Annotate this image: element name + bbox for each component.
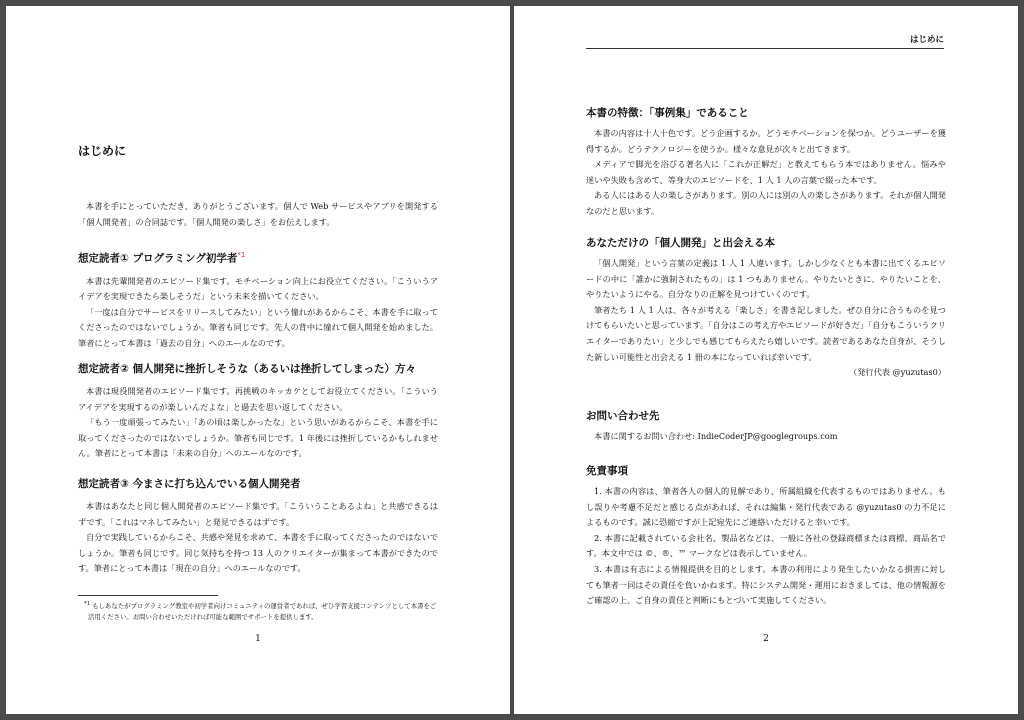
section-reader-3 [78, 477, 438, 577]
disclaimer-list [586, 484, 946, 609]
running-header: はじめに [586, 33, 944, 49]
paragraph: 本書の内容は十人十色です。どう企画するか。どうモチベーションを保つか。どうユーザーを獲得するか。どうテクノロジーを使うか。様々な意見が次々と出てきます。 [586, 128, 946, 154]
paragraph: 「個人開発」という言葉の定義は 1 人 1 人違います。しかし少なくとも本書に出てくるエピソードの中に「誰かに強制されたもの」は 1 つもありません。やりたいときに、やりたいことを、やりたいようにやる。自分なりの正解を見つけていくのです。 [586, 258, 946, 300]
section-heading: お問い合わせ先 [586, 410, 660, 422]
paragraph: 本書はあなたと同じ個人開発者のエピソード集です。「こういうことあるよね」と共感できるはずです。「これはマネしてみたい」と発見できるはずです。 [78, 501, 438, 527]
section-heading: 想定読者② 個人開発に挫折しそうな（あるいは挫折してしまった）方々 [78, 363, 417, 375]
signature: （発行代表 @yuzutas0） [849, 367, 946, 378]
page-number: 1 [255, 634, 261, 644]
section-heading: 想定読者③ 今まさに打ち込んでいる個人開発者 [78, 478, 301, 490]
paragraph: ある人にはある人の楽しさがあります。別の人には別の人の楽しさがあります。それが個人開発なのだと思います。 [586, 190, 946, 216]
footnote [78, 599, 438, 623]
section-heading: あなただけの「個人開発」と出会える本 [586, 237, 775, 249]
disclaimer-item: 1. 本書の内容は、筆者各人の個人的見解であり、所属組織を代表するものではありません。もし誤りや考慮不足だと感じる点があれば、それは編集・発行代表である @yuzutas0 の力不足によるものです。誠に恐縮ですが上記宛先にご連絡いただけると幸いです。 [586, 486, 946, 528]
footnote-divider [78, 595, 218, 596]
section-heading: 免責事項 [586, 465, 628, 477]
section-features [586, 106, 946, 220]
paragraph: 「もう一度頑張ってみたい」「あの頃は楽しかったな」という思いがあるからこそ、本書を手に取ってくださったのではないでしょうか。筆者も同じです。1 年後には挫折しているかもしれません。筆者にとって本書は「未来の自分」へのエールなのです。 [78, 417, 438, 459]
intro-paragraph: 本書を手にとっていただき、ありがとうございます。個人で Web サービスやアプリを開発する「個人開発者」の合同誌です。「個人開発の楽しさ」をお伝えします。 [78, 201, 438, 227]
paragraph: 本書は先輩開発者のエピソード集です。モチベーション向上にお役立てください。「こういうアイデアを実現できたら楽しそうだ」という未来を描いてください。 [78, 275, 438, 302]
section-disclaimer [586, 464, 946, 609]
paragraph: 本書は現役開発者のエピソード集です。再挑戦のキッカケとしてお役立てください。「こういうアイデアを実現するのが楽しいんだよな」と過去を思い返してください。 [78, 386, 438, 412]
footnote-text: もしあなたがプログラミング教室や初学者向けコミュニティの運営者であれば、ぜひ学習支援コンテンツとして本書をご活用ください。お問い合わせいただければ可能な範囲でサポートを提供します。 [88, 602, 437, 622]
disclaimer-item: 3. 本書は有志による情報提供を目的とします。本書の利用により発生したいかなる損害に対しても筆者一同はその責任を負いかねます。特にシステム開発・運用におきましては、他の情報源をご確認の上、ご自身の責任と判断にもとづいて実施してください。 [586, 563, 946, 606]
section-heading: 本書の特徴：「事例集」であること [586, 107, 749, 119]
page-1 [6, 6, 510, 714]
section-heading-text: 想定読者① プログラミング初学者 [78, 252, 238, 265]
disclaimer-item: 2. 本書に記載されている会社名、製品名などは、一般に各社の登録商標または商標、商品名です。本文中では ©、®、™ マークなどは表示していません。 [586, 532, 946, 559]
section-contact [586, 409, 946, 445]
footnote-mark: *1 [84, 601, 91, 607]
chapter-title: はじめに [78, 144, 127, 158]
contact-paragraph: 本書に関するお問い合わせ: IndieCoderJP@googlegroups.com [594, 431, 838, 441]
paragraph: 自分で実践しているからこそ、共感や発見を求めて、本書を手に取ってくださったのではないでしょうか。筆者も同じです。同じ気持ちを持つ 13 人のクリエイターが集まって本書ができたのです。筆者にとって本書は「現在の自分」へのエールなのです。 [78, 532, 438, 574]
paragraph: 「一度は自分でサービスをリリースしてみたい」という憧れがあるからこそ、本書を手に取ってくださったのではないでしょうか。筆者も同じです。先人の背中に憧れて個人開発を始めました。筆者にとって本書は「過去の自分」へのエールなのです。 [78, 306, 438, 348]
intro-text [78, 199, 438, 230]
footnote-ref[interactable]: *1 [237, 251, 246, 259]
section-reader-1 [78, 248, 438, 351]
page-number: 2 [763, 634, 769, 644]
paragraph: メディアで脚光を浴びる著名人に「これが正解だ」と教えてもらう本ではありません。悩みや迷いや失敗も含めて、等身大のエピソードを、1 人 1 人の言葉で綴った本です。 [586, 159, 946, 185]
section-your-dev [586, 236, 946, 381]
page-2 [514, 6, 1018, 714]
section-heading [78, 248, 438, 266]
section-reader-2 [78, 362, 438, 462]
paragraph: 筆者たち 1 人 1 人は、各々が考える「楽しさ」を書き記しました。ぜひ自分に合うものを見つけてもらいたいと思っています。「自分はこの考え方やエピソードが好きだ」「自分もこういうクリエイターでありたい」と少しでも感じてもらえたら嬉しいです。読者であるあなた自身が、そうした新しい可能性と出会える 1 冊の本になっていれば幸いです。 [586, 304, 946, 362]
